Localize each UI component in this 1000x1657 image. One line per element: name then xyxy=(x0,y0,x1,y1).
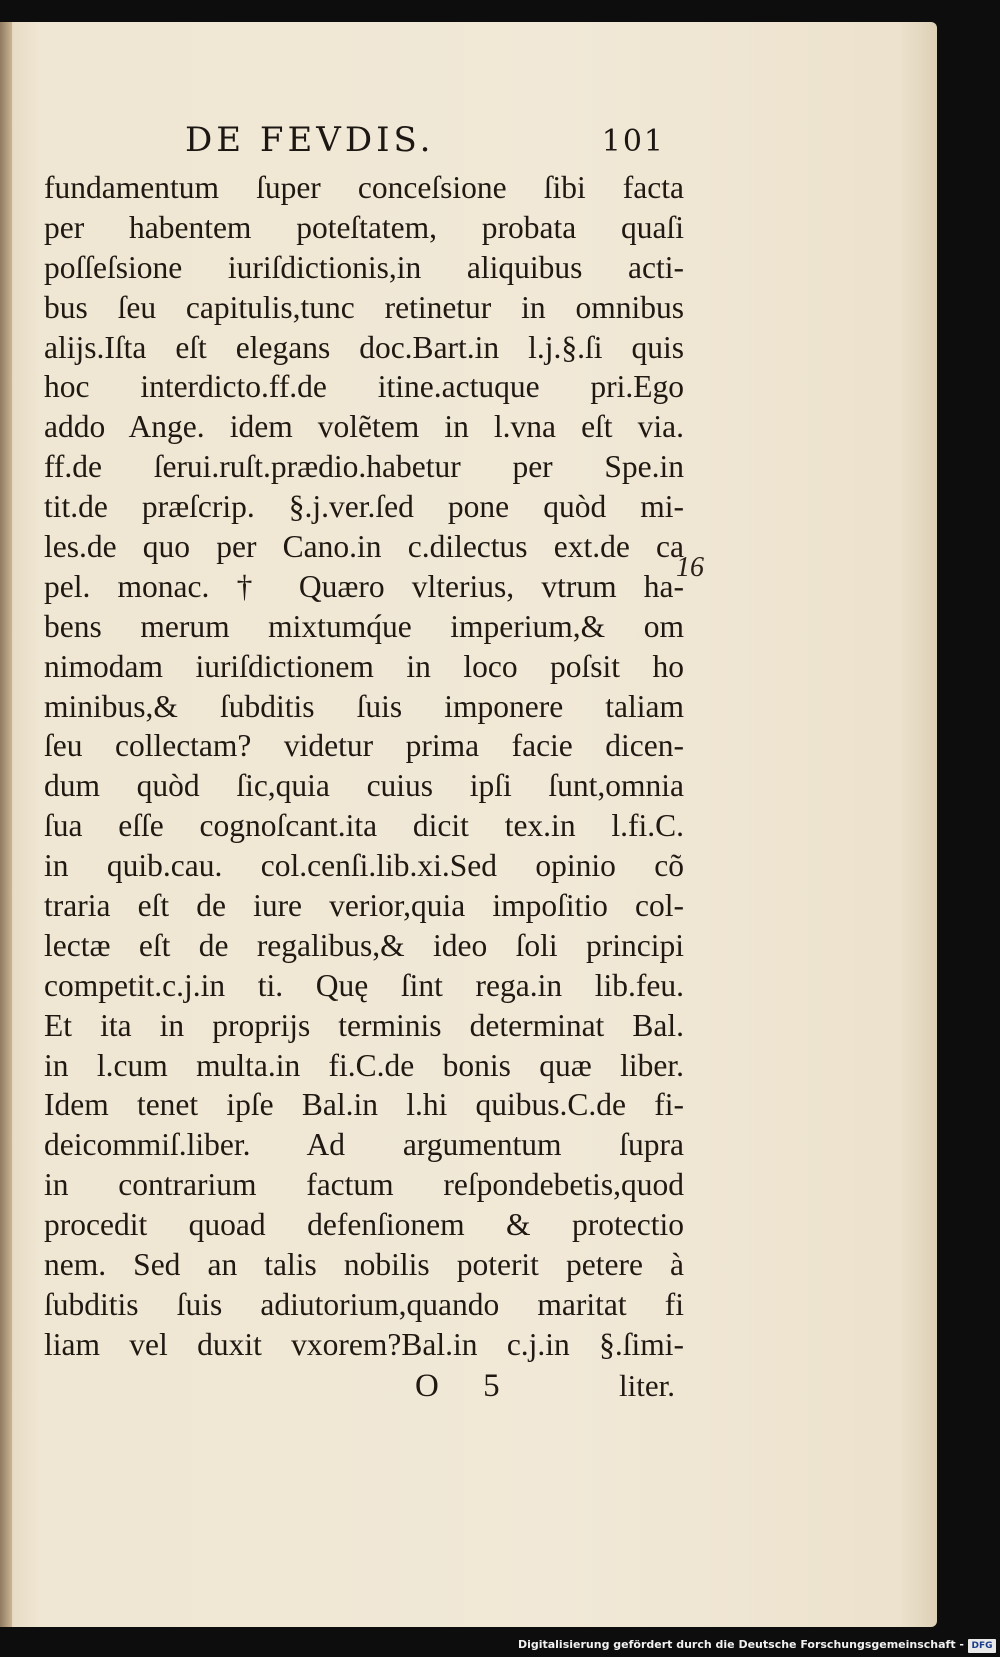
text-line: bens merum mixtumq́ue imperium,& om xyxy=(44,608,684,644)
text-line: Idem tenet ipſe Bal.in l.hi quibus.C.de fi- xyxy=(44,1087,684,1123)
digitization-credit: Digitalisierung gefördert durch die Deutsche Forschungsgemeinschaft - xyxy=(517,1638,964,1651)
text-line: in contrarium factum reſpondebetis,quod xyxy=(44,1167,684,1203)
text-line: tit.de præſcrip. §.j.ver.ſed pone quòd mi- xyxy=(44,489,684,525)
text-line: addo Ange. idem volẽtem in l.vna eſt via. xyxy=(44,409,684,445)
text-line: per habentem poteſtatem, probata quaſi xyxy=(44,209,684,245)
text-line: bus ſeu capitulis,tunc retinetur in omnibus xyxy=(44,289,684,325)
body-text xyxy=(44,168,684,1365)
text-line: fundamentum ſuper conceſsione ſibi facta xyxy=(44,170,684,205)
text-line: poſſeſsione iuriſdictionis,in aliquibus acti- xyxy=(44,249,684,285)
text-line: minibus,& ſubditis ſuis imponere taliam xyxy=(44,688,684,724)
text-line: nimodam iuriſdictionem in loco poſsit ho xyxy=(44,648,684,684)
catchword: liter. xyxy=(619,1368,675,1403)
page-gutter-edge xyxy=(0,22,12,1627)
text-line: Et ita in proprijs terminis determinat Bal. xyxy=(44,1007,684,1043)
text-line: competit.c.j.in ti. Quę ſint rega.in lib.feu. xyxy=(44,967,684,1003)
text-line: in l.cum multa.in fi.C.de bonis quæ liber. xyxy=(44,1047,684,1083)
signature-mark: O 5 xyxy=(415,1368,518,1404)
text-line: ff.de ſerui.ruſt.prædio.habetur per Spe.in xyxy=(44,449,684,485)
text-line: ſeu collectam? videtur prima facie dicen- xyxy=(44,728,684,764)
text-line: traria eſt de iure verior,quia impoſitio col- xyxy=(44,888,684,924)
text-line: lectæ eſt de regalibus,& ideo ſoli principi xyxy=(44,927,684,963)
text-line: liam vel duxit vxorem?Bal.in c.j.in §.ſimi- xyxy=(44,1326,684,1362)
dfg-logo: DFG xyxy=(968,1639,996,1653)
page-footer xyxy=(405,1368,675,1412)
text-line: les.de quo per Cano.in c.dilectus ext.de ca xyxy=(44,529,684,565)
page-header xyxy=(185,120,665,170)
text-line: ſua eſſe cognoſcant.ita dicit tex.in l.fi.C. xyxy=(44,808,684,844)
text-line: hoc interdicto.ff.de itine.actuque pri.Ego xyxy=(44,369,684,405)
text-line: ſubditis ſuis adiutorium,quando maritat fi xyxy=(44,1286,684,1322)
text-line: alijs.Iſta eſt elegans doc.Bart.in l.j.§.ſi quis xyxy=(44,329,684,365)
page-number: 101 xyxy=(601,124,665,159)
text-line: deicommiſ.liber. Ad argumentum ſupra xyxy=(44,1127,684,1163)
text-line: procedit quoad defenſionem & protectio xyxy=(44,1207,684,1243)
text-line: in quib.cau. col.cenſi.lib.xi.Sed opinio cõ xyxy=(44,848,684,884)
text-line: nem. Sed an talis nobilis poterit petere à xyxy=(44,1247,684,1283)
running-title: DE FEVDIS. xyxy=(185,120,435,160)
margin-note-number: 16 xyxy=(676,552,704,583)
text-line: dum quòd ſic,quia cuius ipſi ſunt,omnia xyxy=(44,768,684,804)
text-line: pel. monac. † Quæro vlterius, vtrum ha- xyxy=(44,568,684,604)
